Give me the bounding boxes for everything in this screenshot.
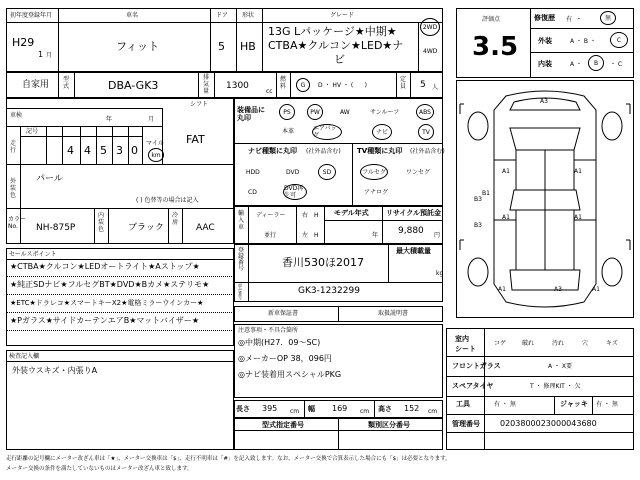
max-load-unit: kg [436,270,444,277]
height-value: 152 [404,404,420,413]
damage-a3-bottom: A3 [554,286,562,293]
damage-a1-mid-l: A1 [502,214,510,221]
capacity-value: 5 [420,80,426,90]
sales-points-label: セールスポイント [9,251,57,258]
sales-line-4: ★Pガラス★サイドカーテンエアB★マットバイザー★ [10,316,200,325]
new-car-warranty: 新車保証書 [268,310,299,317]
recycle-label: リサイクル預託金 [386,209,442,217]
navi-hdd: HDD [246,169,260,176]
ext-label: 外装 [538,37,552,45]
navi-dvd-play: DVD再生可 [283,184,307,200]
first-reg-label: 初年度登録年月 [10,12,53,19]
model-year-unit: 年 [372,232,379,239]
repair-label: 修復歴 [534,14,555,22]
sales-line-3: ★ETC★ドラレコ★スマートキーX2★電格ミラーウインカー★ [10,299,204,307]
int-c: ・ C [610,61,623,68]
grade-line1: 13G Lパッケージ★中期★ [268,25,397,38]
drive-4wd: 4WD [423,48,438,55]
length-label: 長さ [236,405,250,413]
mile-label: マイル [146,140,164,147]
equipment-label: 装備品に 丸印 [237,106,265,122]
repair-none-circle: 無 [600,11,616,25]
mileage-digit-5: 0 [131,144,138,157]
displacement-value: 1300 [226,81,249,91]
damage-a1-bl: A1 [498,286,506,293]
footer-line-2: メーター交換の条件を満たしていないものはメーター改ざん車と致します。 [6,466,193,472]
grade-line2: CTBA★クルコン★LED★ナ [268,39,404,52]
type-number-label: 型式指定番号 [262,421,304,429]
grade-line3: ビ [334,53,345,66]
damage-b3-left1: B3 [474,196,482,203]
tools-label: 工具 [456,400,470,408]
seat-label: 室内 シート [455,335,476,353]
equip-sunroof: サンルーフ [370,109,400,116]
front-glass-value: A ・ X要 [548,363,573,370]
seat-ana: 穴 [582,340,589,347]
shape-value: HB [240,40,256,53]
jack-value: 有 ・ 無 [596,401,618,408]
reg-month: 1 [38,50,44,59]
rating-score: 3.5 [472,32,519,62]
seat-koge: コゲ [494,340,507,347]
tv-sub: (社外品含む) [410,148,445,155]
navi-label: ナビ種類に丸印 [248,147,297,155]
damage-a1-right: A1 [574,168,582,175]
spare-tire-label: スペアタイヤ [452,382,494,390]
recycle-value: 9,880 [398,226,424,236]
damage-b3-left2: B3 [474,222,482,229]
car-name: フィット [116,40,160,53]
tv-label: TV種類に丸印 [357,147,403,155]
mgmt-value: 0203800023000043680 [500,419,597,428]
equip-pw: PW [307,104,323,120]
inspector-label: 検査記入欄 [9,353,40,360]
chassis-value: GK3-1232299 [298,286,360,296]
repair-options: 有 ・ [566,16,582,23]
interior-color-label: 内 装 色 [98,212,105,233]
tv-fullseg: フルセグ [360,164,388,180]
int-options: A ・ [570,61,583,68]
import-label: 輸 入 車 [238,210,245,231]
ext-options: A ・ B ・ [570,38,596,45]
car-name-label: 車名 [126,12,139,19]
chassis-label: 車 台 番 号 [238,283,242,300]
width-unit: cm [360,408,370,415]
front-glass-label: フロントガラス [452,362,501,370]
footer-line-1: 走行距離の記号欄にメーター改ざん車は「★」、メーター交換車は「$」、走行不明車は「#」を記入致します。なお、メーター交換で合算表示した場合にも「$」は必要となります。 [6,456,451,462]
navi-sub: (社外品含む) [306,148,341,155]
length-unit: cm [290,408,300,415]
inspector-block [6,350,234,450]
equip-aw: AW [340,109,350,116]
int-label: 内装 [538,60,552,68]
width-label: 幅 [308,405,315,413]
sales-line-2: ★純正SDナビ★フルセグBT★DVD★Bカメ★ステリモ★ [10,280,210,289]
ac-label: 冷 房 [172,212,179,226]
mileage-label: 走 行 [10,140,17,154]
navi-sd: SD [318,164,336,180]
damage-a1-left: A1 [502,168,510,175]
equip-abs: ABS [416,104,434,120]
damage-a1-br: A1 [592,286,600,293]
import-hand-1: H [314,212,319,219]
damage-b1-left: B1 [482,190,490,197]
inspector-note: 外装ウスキズ・内張りA [12,366,98,375]
inspection-year-label: 年 [106,116,113,123]
length-value: 395 [262,404,278,413]
model-label: 型 式 [63,76,70,90]
reg-year: H29 [12,36,35,49]
notes-label: 注意事項・不具合箇所 [238,327,299,334]
height-unit: cm [428,408,438,415]
ext-c-circle: C [610,32,628,48]
inspection-month-label: 月 [148,116,155,123]
ac-value: AAC [196,223,215,233]
displacement-label: 排 気 量 [203,74,210,95]
color-no-value: NH-875P [36,223,76,233]
interior-color-value: ブラック [128,223,164,233]
navi-dvd: DVD [286,169,300,176]
notes-line-2: ◎メーカーOP 38，096円 [238,354,332,363]
recycle-unit: 円 [434,232,441,239]
door-label: ドア [216,12,228,19]
damage-a3-top: A3 [540,98,548,105]
spare-tire-value: T ・ 修理KIT ・ 欠 [530,383,581,390]
grade-label: グレード [330,12,355,19]
jack-label: ジャッキ [560,400,588,408]
manual-label: 取扱説明書 [378,310,409,317]
reg-label: 登 録 番 号 [238,247,245,272]
equip-leather: 本革 [282,128,295,135]
mileage-digit-3: 5 [100,144,107,157]
reg-value: 香川530ほ2017 [282,256,364,269]
import-left: 左 [302,232,309,239]
door-value: 5 [218,40,225,53]
shift-value: FAT [186,133,205,146]
mgmt-label: 管理番号 [452,420,480,428]
tv-oneseg: ワンセグ [406,169,431,176]
model-value: DBA-GK3 [108,79,159,92]
notes-line-1: ◎中期(H27．09〜SC) [238,338,321,347]
seat-yogore: 汚れ [552,340,565,347]
inspection-label: 車検 [10,112,23,119]
height-label: 高さ [378,405,392,413]
fuel-g-circle: G [296,78,310,92]
cc-unit: cc [266,88,273,95]
equip-navi: ナビ [372,124,392,140]
capacity-label: 定 員 [400,76,407,90]
shift-label: シフト [190,101,209,108]
equip-ps: PS [279,104,295,120]
import-right: 右 [302,212,309,219]
color-no-label: カラー No. [8,216,27,230]
mileage-note-label: 記号 [26,128,39,135]
equip-tv: TV [418,124,434,140]
category-number-label: 類別区分番号 [368,421,410,429]
notes-line-3: ◎ナビ装着用スペシャルPKG [238,370,342,379]
fuel-others: D ・ HV ・ ( ) [318,82,367,89]
mileage-digit-2: 4 [84,144,91,157]
drive-2wd-circle: 2WD [420,18,440,36]
width-value: 169 [332,404,348,413]
model-year-label: モデル年式 [334,209,369,217]
color-change-note: ( ) 色替等の場合は記入 [136,197,199,204]
shape-label: 形状 [242,12,255,19]
tools-value: 有 ・ 無 [494,401,516,408]
mileage-digit-1: 4 [67,144,74,157]
import-dealer: ディーラー [256,212,286,219]
int-b-circle: B [588,55,604,71]
seat-kizu: キズ [606,340,618,347]
km-circle: km [148,148,164,162]
equip-airbag: エアバッグ [312,124,342,140]
exterior-color-value: パール [36,174,63,184]
seat-yabure: 破れ [522,340,535,347]
sales-line-1: ★CTBA★クルコン★LEDオートライト★Aストップ★ [10,262,200,271]
rating-label: 評価点 [482,16,501,23]
row2 [6,72,443,98]
navi-cd: CD [248,189,257,196]
max-load-label: 最大積載量 [396,247,431,255]
reg-month-unit: 月 [46,52,53,59]
car-outline-svg [456,80,634,318]
damage-a1-mid-r: A1 [574,214,582,221]
fuel-label: 燃 料 [280,76,287,90]
capacity-unit: 人 [432,84,439,91]
import-parallel: 並行 [264,232,277,239]
exterior-color-label: 外 装 色 [10,178,17,199]
tv-analog: アナログ [364,189,389,196]
import-hand-2: H [314,232,319,239]
use-private: 自家用 [22,80,50,90]
mileage-digit-4: 3 [116,144,123,157]
